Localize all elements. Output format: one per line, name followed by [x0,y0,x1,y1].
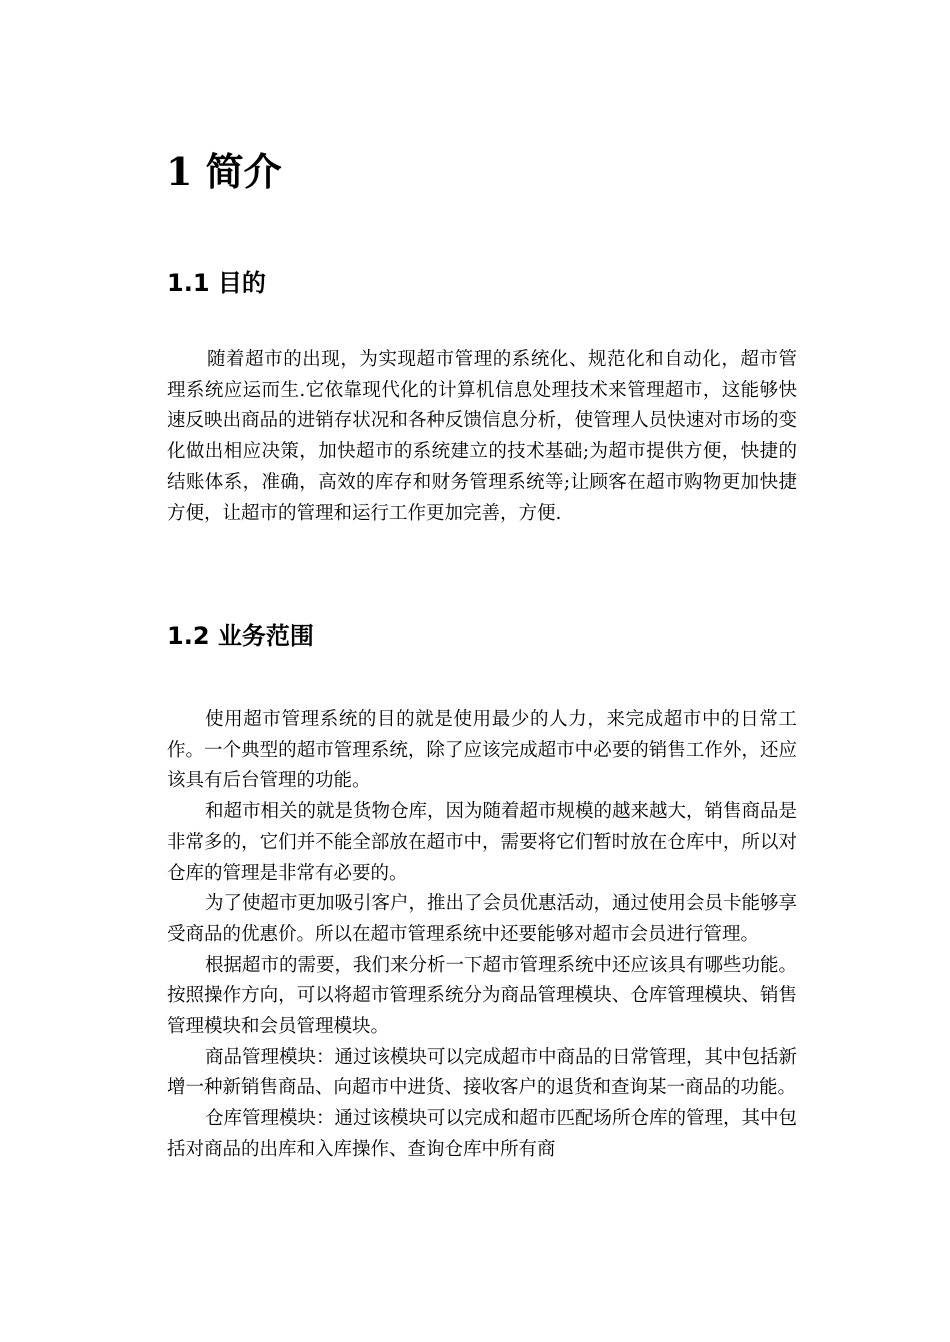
scope-paragraph-3: 为了使超市更加吸引客户，推出了会员优惠活动，通过使用会员卡能够享受商品的优惠价。所以在超市管理系统中还要能够对超市会员进行管理。 [167,893,798,945]
heading-business-scope: 1.2 业务范围 [167,622,314,650]
business-scope-body [167,705,797,1166]
scope-paragraph-4: 根据超市的需要，我们来分析一下超市管理系统中还应该具有哪些功能。按照操作方向，可以将超市管理系统分为商品管理模块、仓库管理模块、销售管理模块和会员管理模块。 [167,954,798,1038]
purpose-paragraph: 随着超市的出现，为实现超市管理的系统化、规范化和自动化，超市管理系统应运而生.它依靠现代化的计算机信息处理技术来管理超市，这能够快速反映出商品的进销存状况和各种反馈信息分析，使管理人员快速对市场的变化做出相应决策，加快超市的系统建立的技术基础;为超市提供方便，快捷的结账体系，准确，高效的库存和财务管理系统等;让顾客在超市购物更加快捷方便，让超市的管理和运行工作更加完善，方便. [167,349,797,524]
heading-purpose: 1.1 目的 [167,269,266,297]
scope-paragraph-1: 使用超市管理系统的目的就是使用最少的人力，来完成超市中的日常工作。一个典型的超市管理系统，除了应该完成超市中必要的销售工作外，还应该具有后台管理的功能。 [167,709,797,792]
scope-paragraph-2: 和超市相关的就是货物仓库，因为随着超市规模的越来越大，销售商品是非常多的，它们并不能全部放在超市中，需要将它们暂时放在仓库中，所以对仓库的管理是非常有必要的。 [167,801,798,884]
heading-introduction: 1 简介 [166,149,282,194]
scope-paragraph-6: 仓库管理模块：通过该模块可以完成和超市匹配场所仓库的管理，其中包括对商品的出库和入库操作、查询仓库中所有商 [167,1108,798,1160]
scope-paragraph-5: 商品管理模块：通过该模块可以完成超市中商品的日常管理，其中包括新增一种新销售商品、向超市中进货、接收客户的退货和查询某一商品的功能。 [167,1046,798,1099]
purpose-body [167,345,797,529]
